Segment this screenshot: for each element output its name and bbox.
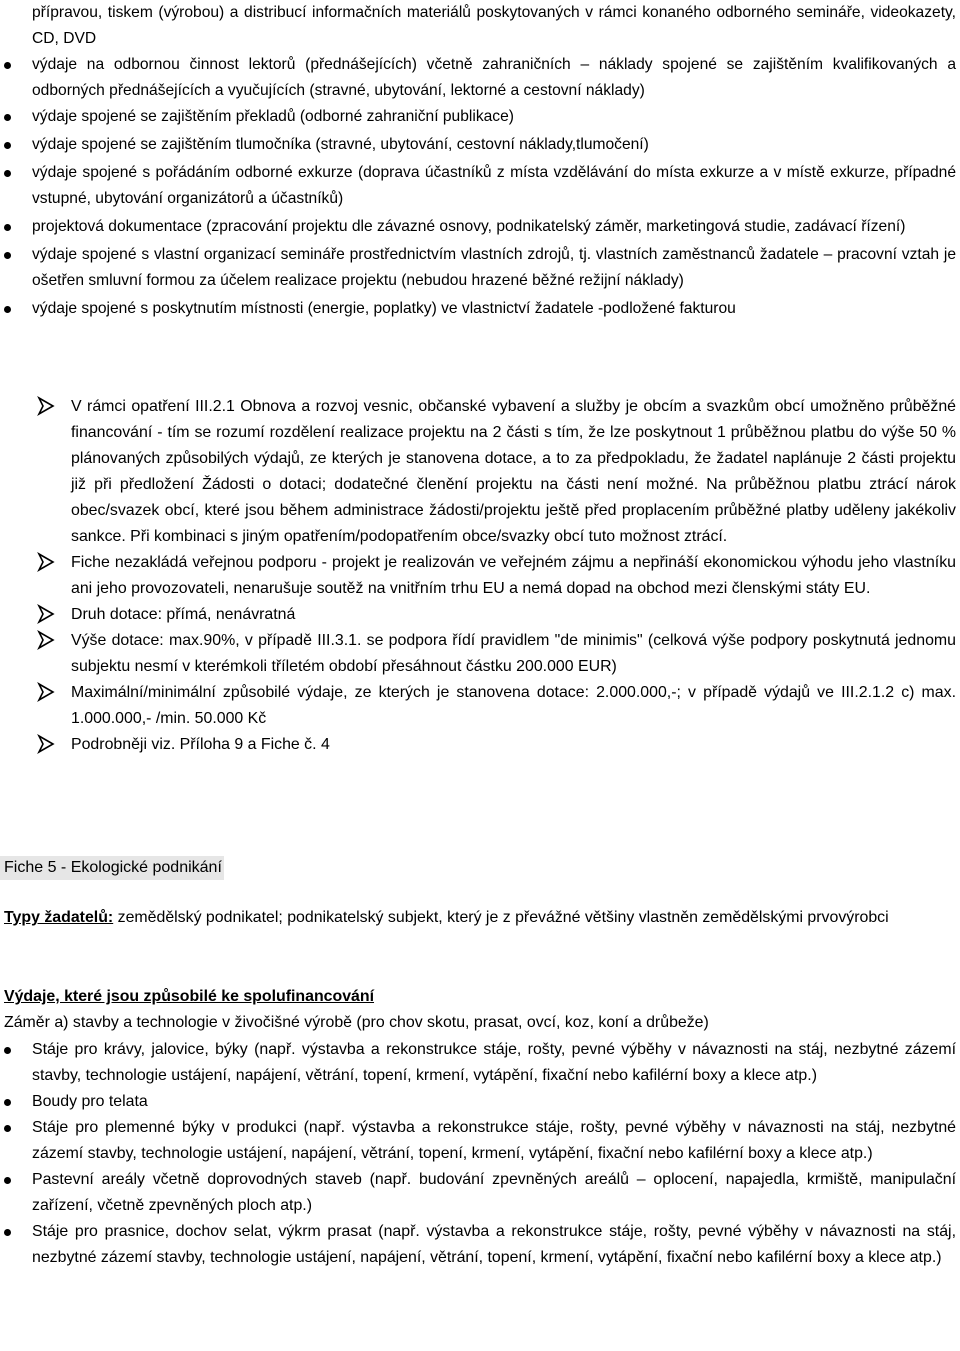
bullet-icon: [4, 62, 11, 69]
list-item-text: Stáje pro prasnice, dochov selat, výkrm prasat (např. výstavba a rekonstrukce stáje, rošty, pevné výběhy v návaznosti na stáj, nezbytné zázemí stavby, technologie ustájení, napájení, větrání, topení, krmení, vytápění, fixační nebo kafilérní boxy a klece atp.): [32, 1223, 956, 1266]
list-item: [0, 104, 960, 130]
list-item: [0, 132, 960, 158]
arrow-item-text: V rámci opatření III.2.1 Obnova a rozvoj vesnic, občanské vybavení a služby je obcím a svazkům obcí umožněno průběžné financování - tím se rozumí rozdělení realizace projektu na 2 části s tím, že lze poskytnout 1 průběžnou platbu do výše 50 % plánovaných způsobilých výdajů, ze kterých je stanovena dotace, a to za předpokladu, že žadatel naplánuje 2 části projektu již při předložení Žádosti o dotaci; dodatečné členění projektu na části není možné. Na průběžnou platbu ztrácí nárok obec/svazek obcí, které jsou během administrace žádosti/projektu ještě před proplacením průběžné platby uděleny jakékoliv sankce. Při kombinaci s jiným opatřením/podopatřením obce/svazky obcí tuto možnost ztrácí.: [71, 398, 956, 545]
list-item-text: výdaje spojené se zajištěním překladů (odborné zahraniční publikace): [32, 108, 514, 125]
list-item: [0, 52, 960, 104]
list-item-text: výdaje spojené s poskytnutím místnosti (energie, poplatky) ve vlastnictví žadatele -podložené fakturou: [32, 300, 736, 317]
bullet-icon: [4, 142, 11, 149]
bullet-icon: [4, 1125, 11, 1132]
bottom-bullet-list: [0, 1037, 960, 1271]
list-item: [0, 1219, 960, 1271]
arrow-item-text: Druh dotace: přímá, nenávratná: [71, 606, 296, 623]
bullet-icon: [4, 1047, 11, 1054]
top-bullet-list: [0, 0, 960, 322]
bullet-icon: [4, 1099, 11, 1106]
applicants-label: Typy žadatelů:: [4, 909, 114, 926]
arrow-list: [0, 394, 960, 758]
list-item-text: výdaje spojené s pořádáním odborné exkurze (doprava účastníků z místa vzdělávání do místa exkurze a v místě exkurze, případné vstupné, ubytování organizátorů a účastníků): [32, 164, 956, 207]
list-item-text: výdaje spojené s vlastní organizací semináře prostřednictvím vlastních zdrojů, tj. vlastních zaměstnanců žadatele – pracovní vztah je ošetřen smluvní formou za účelem realizace projektu (nebudou hrazené běžné režijní náklady): [32, 246, 956, 289]
plan-a-text: Záměr a) stavby a technologie v živočišné výrobě (pro chov skotu, prasat, ovcí, koz, koní a drůbeže): [4, 1014, 709, 1031]
bullet-icon: [4, 114, 11, 121]
arrow-item-text: Fiche nezakládá veřejnou podporu - projekt je realizován ve veřejném zájmu a nepřináší ekonomickou výhodu jeho vlastníku ani jeho provozovateli, nenarušuje soutěž na vnitřním trhu EU a nemá dopad na obchod mezi členskými státy EU.: [71, 554, 956, 597]
bullet-icon: [4, 306, 11, 313]
list-item: [0, 1167, 960, 1219]
arrow-item-text: Podrobněji viz. Příloha 9 a Fiche č. 4: [71, 736, 330, 753]
plan-a: [0, 1010, 960, 1036]
list-item: [0, 242, 960, 294]
bullet-icon: [4, 1229, 11, 1236]
list-item: [0, 296, 960, 322]
arrow-bullet-icon: [37, 734, 55, 754]
eligible-heading: [0, 984, 960, 1010]
applicants-paragraph: [0, 904, 960, 931]
list-item-text: přípravou, tiskem (výrobou) a distribucí informačních materiálů poskytovaných v rámci konaného odborného semináře, videokazety, CD, DVD: [32, 4, 956, 47]
arrow-list-item: [0, 680, 960, 732]
arrow-list-item: [0, 732, 960, 758]
list-item: [0, 0, 960, 52]
list-item-text: Pastevní areály včetně doprovodných staveb (např. budování zpevněných areálů – oplocení, napajedla, krmiště, manipulační zařízení, včetně zpevněných ploch atp.): [32, 1171, 956, 1214]
bullet-icon: [4, 1177, 11, 1184]
list-item: [0, 1115, 960, 1167]
arrow-bullet-icon: [37, 396, 55, 416]
bullet-icon: [4, 224, 11, 231]
fiche-title: Fiche 5 - Ekologické podnikání: [0, 856, 224, 880]
bullet-icon: [4, 170, 11, 177]
eligible-heading-text: Výdaje, které jsou způsobilé ke spolufinancování: [4, 988, 375, 1005]
list-item-text: Stáje pro krávy, jalovice, býky (např. výstavba a rekonstrukce stáje, rošty, pevné výběhy v návaznosti na stáj, nezbytné zázemí stavby, technologie ustájení, napájení, větrání, topení, krmení, vytápění, fixační nebo kafilérní boxy a klece atp.): [32, 1041, 956, 1084]
list-item-text: výdaje spojené se zajištěním tlumočníka (stravné, ubytování, cestovní náklady,tlumočení): [32, 136, 649, 153]
arrow-list-item: [0, 550, 960, 602]
list-item-text: Boudy pro telata: [32, 1093, 148, 1110]
arrow-list-item: [0, 602, 960, 628]
list-item: [0, 1089, 960, 1115]
list-item-text: projektová dokumentace (zpracování projektu dle závazné osnovy, podnikatelský záměr, marketingová studie, zadávací řízení): [32, 218, 906, 235]
fiche-section: [0, 856, 960, 880]
arrow-bullet-icon: [37, 604, 55, 624]
list-item-text: Stáje pro plemenné býky v produkci (např. výstavba a rekonstrukce stáje, rošty, pevné výběhy v návaznosti na stáj, nezbytné zázemí stavby, technologie ustájení, napájení, větrání, topení, krmení, vytápění, fixační nebo kafilérní boxy a klece atp.): [32, 1119, 956, 1162]
list-item-text: výdaje na odbornou činnost lektorů (přednášejících) včetně zahraničních – náklady spojené se zajištěním kvalifikovaných a odborných přednášejících a vyučujících (stravné, ubytování, lektorné a cestovní náklady): [32, 56, 956, 99]
bullet-icon: [4, 252, 11, 259]
arrow-bullet-icon: [37, 630, 55, 650]
applicants-text: zemědělský podnikatel; podnikatelský subjekt, který je z převážné většiny vlastněn zemědělskými prvovýrobci: [113, 909, 889, 926]
arrow-item-text: Maximální/minimální způsobilé výdaje, ze kterých je stanovena dotace: 2.000.000,-; v případě výdajů ve III.2.1.2 c) max. 1.000.000,- /min. 50.000 Kč: [71, 684, 956, 727]
applicants-section: [0, 904, 960, 931]
eligible-section: [0, 984, 960, 1036]
arrow-item-text: Výše dotace: max.90%, v případě III.3.1. se podpora řídí pravidlem "de minimis" (celková výše podpory poskytnutá jednomu subjektu nesmí v kterémkoli tříletém období přesáhnout částku 200.000 EUR): [71, 632, 956, 675]
arrow-bullet-icon: [37, 552, 55, 572]
arrow-bullet-icon: [37, 682, 55, 702]
arrow-list-item: [0, 394, 960, 550]
list-item: [0, 160, 960, 212]
arrow-list-item: [0, 628, 960, 680]
list-item: [0, 214, 960, 240]
list-item: [0, 1037, 960, 1089]
